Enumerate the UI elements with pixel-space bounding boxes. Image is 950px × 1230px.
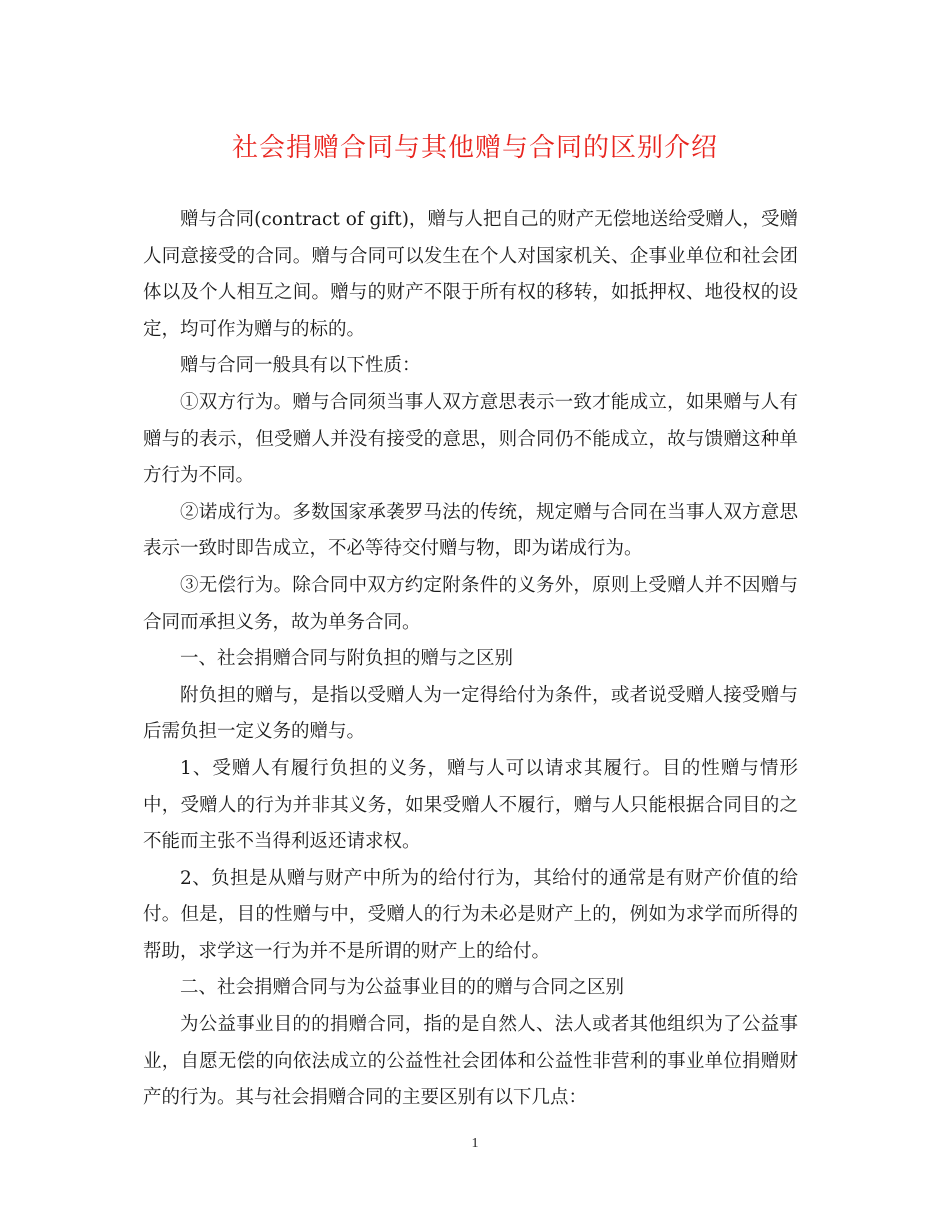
paragraph-consensual-act: ②诺成行为。多数国家承袭罗马法的传统，规定赠与合同在当事人双方意思表示一致时即告成立，不必等待交付赠与物，即为诺成行为。	[143, 501, 798, 560]
paragraph-gratuitous-act: ③无偿行为。除合同中双方约定附条件的义务外，原则上受赠人并不因赠与合同而承担义务，故为单务合同。	[143, 574, 798, 633]
paragraph-burdened-gift: 附负担的赠与，是指以受赠人为一定得给付为条件，或者说受赠人接受赠与后需负担一定义务的赠与。	[143, 684, 798, 743]
section-heading-1: 一、社会捐赠合同与附负担的赠与之区别	[180, 648, 514, 670]
document-body	[143, 202, 798, 1117]
paragraph-intro: 赠与合同(contract of gift)，赠与人把自己的财产无偿地送给受赠人，受赠人同意接受的合同。赠与合同可以发生在个人对国家机关、企事业单位和社会团体以及个人相互之间。赠与的财产不限于所有权的移转，如抵押权、地役权的设定，均可作为赠与的标的。	[143, 209, 798, 340]
paragraph-bilateral-act: ①双方行为。赠与合同须当事人双方意思表示一致才能成立，如果赠与人有赠与的表示，但受赠人并没有接受的意思，则合同仍不能成立，故与馈赠这种单方行为不同。	[143, 391, 798, 487]
document-title: 社会捐赠合同与其他赠与合同的区别介绍	[231, 133, 718, 163]
paragraph-point-1: 1、受赠人有履行负担的义务，赠与人可以请求其履行。目的性赠与情形中，受赠人的行为并非其义务，如果受赠人不履行，赠与人只能根据合同目的之不能而主张不当得利返还请求权。	[143, 757, 798, 853]
paragraph-properties-intro: 赠与合同一般具有以下性质：	[180, 355, 421, 377]
section-heading-2: 二、社会捐赠合同与为公益事业目的的赠与合同之区别	[180, 977, 625, 999]
paragraph-public-welfare: 为公益事业目的的捐赠合同，指的是自然人、法人或者其他组织为了公益事业，自愿无偿的向依法成立的公益性社会团体和公益性非营利的事业单位捐赠财产的行为。其与社会捐赠合同的主要区别有以下几点：	[143, 1014, 798, 1109]
page-number: 1	[471, 1136, 479, 1151]
paragraph-point-2: 2、负担是从赠与财产中所为的给付行为，其给付的通常是有财产价值的给付。但是，目的性赠与中，受赠人的行为未必是财产上的，例如为求学而所得的帮助，求学这一行为并不是所谓的财产上的给付。	[143, 867, 798, 962]
